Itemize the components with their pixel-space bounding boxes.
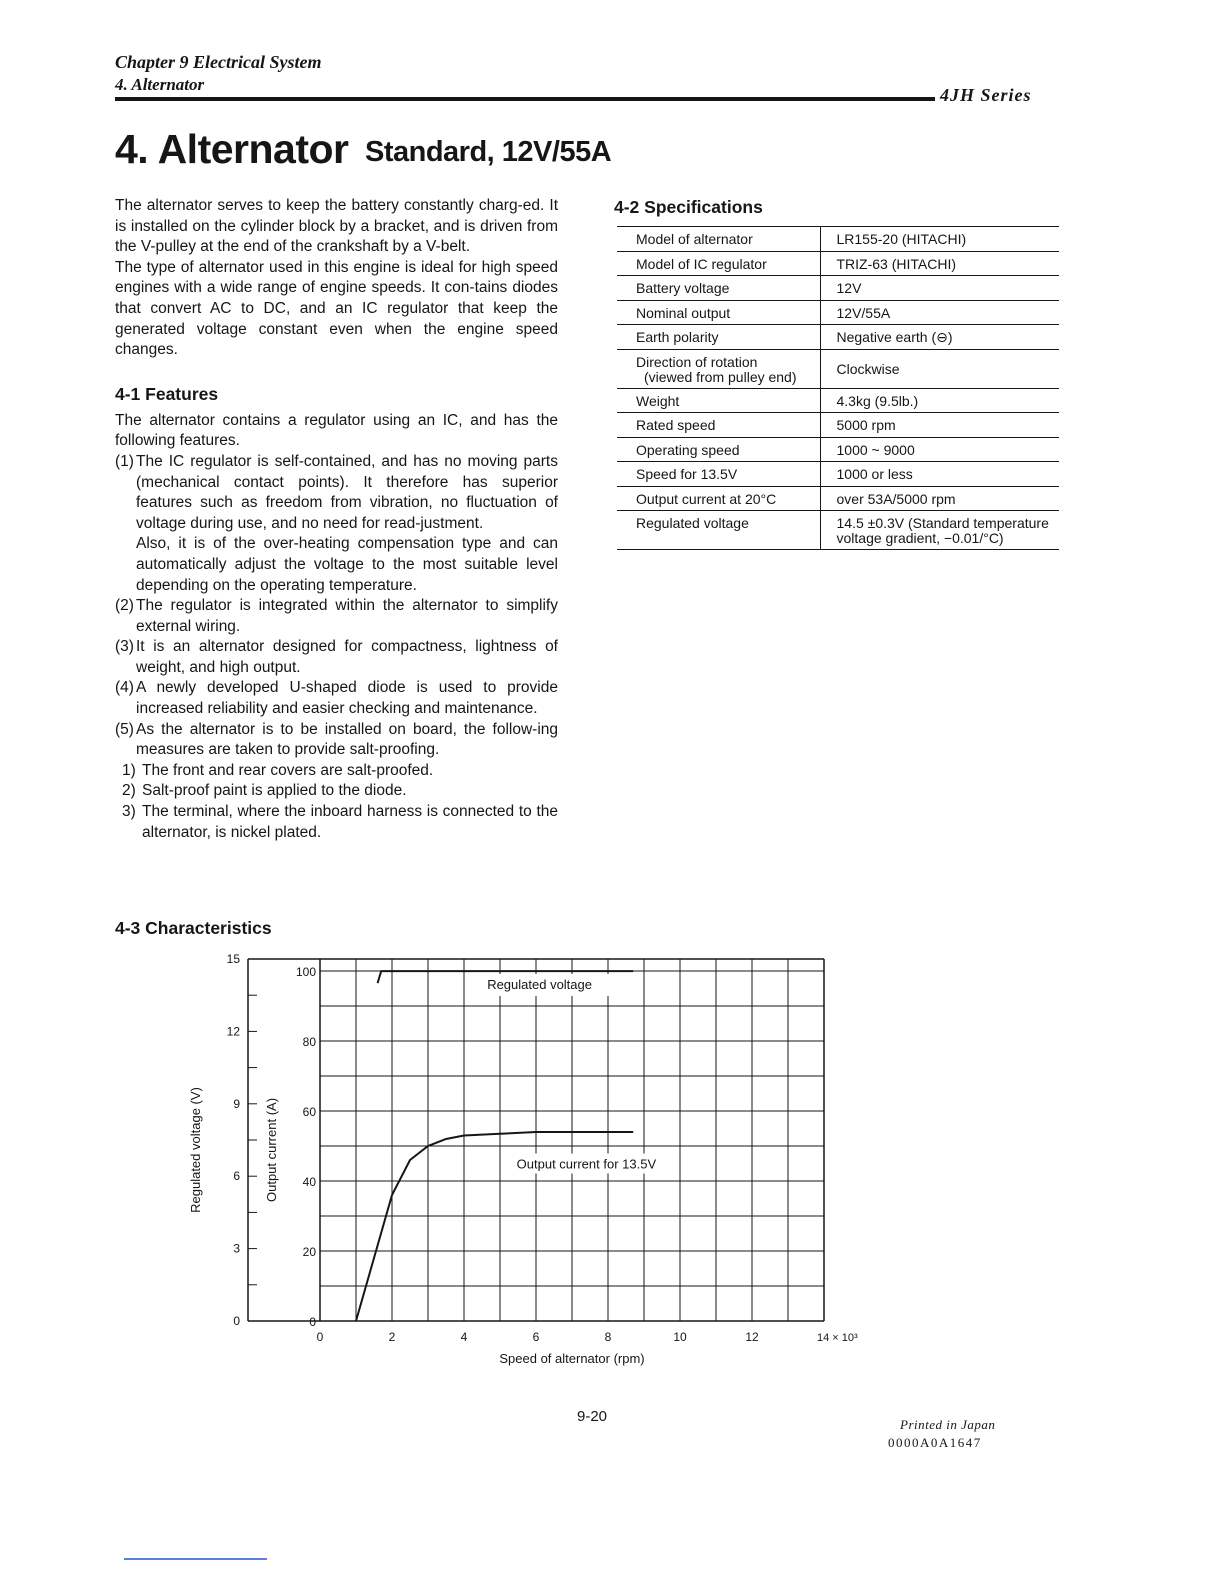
page-subtitle: Standard, 12V/55A bbox=[365, 136, 612, 168]
table-row bbox=[617, 227, 1059, 252]
feature-item bbox=[115, 720, 558, 761]
spec-key bbox=[617, 349, 820, 388]
spec-value: 1000 or less bbox=[820, 462, 1059, 487]
section-heading: 4. Alternator bbox=[115, 75, 205, 94]
feature-subitem bbox=[115, 781, 558, 802]
spec-key: Nominal output bbox=[617, 300, 820, 325]
feature-text: It is an alternator designed for compactness, lightness of weight, and high output. bbox=[136, 638, 558, 676]
spec-value: 12V/55A bbox=[820, 300, 1059, 325]
table-row bbox=[617, 251, 1059, 276]
y-left-tick-label: 12 bbox=[226, 1024, 240, 1039]
feature-text-extra: Also, it is of the over-heating compensation type and can automatically adjust the voltage to the most suitable level depending on the operating temperature. bbox=[136, 535, 558, 594]
spec-key: Earth polarity bbox=[617, 325, 820, 350]
x-axis-label: Speed of alternator (rpm) bbox=[499, 1351, 645, 1366]
x-axis-unit-label: 14 × 10³ bbox=[817, 1332, 858, 1344]
table-row bbox=[617, 349, 1059, 388]
spec-value: 1000 ~ 9000 bbox=[820, 437, 1059, 462]
x-tick-label: 0 bbox=[316, 1330, 324, 1344]
y-right-tick-label: 60 bbox=[302, 1105, 316, 1119]
spec-value: TRIZ-63 (HITACHI) bbox=[820, 251, 1059, 276]
spec-key: Output current at 20°C bbox=[617, 486, 820, 511]
table-row bbox=[617, 437, 1059, 462]
y-left-tick-label: 9 bbox=[233, 1096, 240, 1111]
chart-axes bbox=[248, 959, 320, 1321]
document-code: 0000A0A1647 bbox=[888, 1435, 982, 1450]
spec-value-line-2: voltage gradient, −0.01/°C) bbox=[836, 530, 1004, 546]
table-row bbox=[617, 300, 1059, 325]
table-row bbox=[617, 388, 1059, 413]
printed-in-japan: Printed in Japan bbox=[900, 1417, 996, 1432]
feature-number: (5) bbox=[115, 720, 134, 738]
table-row bbox=[617, 325, 1059, 350]
header-rule bbox=[115, 97, 935, 101]
subitem-number: 2) bbox=[122, 782, 136, 800]
spec-key-line-2: (viewed from pulley end) bbox=[644, 368, 797, 385]
y-left-tick-label: 0 bbox=[233, 1314, 240, 1328]
page-title: 4. Alternator bbox=[115, 126, 349, 172]
y-right-tick-label: 20 bbox=[302, 1245, 316, 1259]
spec-value: LR155-20 (HITACHI) bbox=[820, 227, 1059, 252]
x-tick-label: 4 bbox=[460, 1330, 468, 1344]
feature-number: (2) bbox=[115, 597, 134, 615]
x-tick-label: 6 bbox=[532, 1330, 540, 1344]
spec-value: 4.3kg (9.5lb.) bbox=[820, 388, 1059, 413]
table-row bbox=[617, 413, 1059, 438]
feature-text: As the alternator is to be installed on board, the follow-ing measures are taken to provide salt-proofing. bbox=[136, 720, 558, 759]
characteristics-chart bbox=[180, 945, 900, 1375]
spec-key: Speed for 13.5V bbox=[617, 462, 820, 487]
feature-number: (3) bbox=[115, 638, 134, 656]
feature-item bbox=[115, 452, 558, 596]
table-row bbox=[617, 486, 1059, 511]
table-row bbox=[617, 511, 1059, 550]
feature-text: The regulator is integrated within the alternator to simplify external wiring. bbox=[136, 597, 558, 635]
x-tick-label: 8 bbox=[604, 1330, 612, 1344]
spec-key: Regulated voltage bbox=[617, 511, 820, 550]
spec-value: 12V bbox=[820, 276, 1059, 301]
spec-value: 5000 rpm bbox=[820, 413, 1059, 438]
spec-key: Model of IC regulator bbox=[617, 251, 820, 276]
chart-grid bbox=[320, 959, 824, 1321]
blue-underline bbox=[124, 1558, 267, 1560]
feature-subitem bbox=[115, 761, 558, 782]
x-tick-label: 12 bbox=[745, 1330, 759, 1344]
feature-text: The IC regulator is self-contained, and has no moving parts (mechanical contact points). It therefore has superior features such as freedom from vibration, no fluctuation of voltage during use, and no need for read-justment. bbox=[136, 452, 558, 532]
intro-paragraph-2: The type of alternator used in this engine is ideal for high speed engines with a wide range of engine speeds. It con-tains diodes that convert AC to DC, and an IC regulator that keep the generated voltage constant even when the engine speed changes. bbox=[115, 258, 558, 359]
feature-item bbox=[115, 637, 558, 678]
y-left-tick-label: 6 bbox=[233, 1169, 240, 1184]
spec-value: Negative earth (⊖) bbox=[820, 325, 1059, 350]
y-left-tick-label: 15 bbox=[226, 952, 240, 966]
feature-text: A newly developed U-shaped diode is used to provide increased reliability and easier checking and maintenance. bbox=[136, 679, 558, 718]
spec-key-line-1: Direction of rotation bbox=[636, 353, 758, 370]
spec-value: over 53A/5000 rpm bbox=[820, 486, 1059, 511]
spec-key: Model of alternator bbox=[617, 227, 820, 252]
subitem-text: Salt-proof paint is applied to the diode. bbox=[142, 782, 407, 800]
feature-subitem bbox=[115, 802, 558, 843]
feature-item bbox=[115, 596, 558, 637]
table-row bbox=[617, 276, 1059, 301]
page-number: 9-20 bbox=[577, 1408, 608, 1425]
subitem-number: 3) bbox=[122, 803, 136, 821]
subitem-text: The front and rear covers are salt-proofed. bbox=[142, 761, 434, 779]
y-right-tick-label: 100 bbox=[295, 965, 316, 979]
y-axis-left-label: Regulated voltage (V) bbox=[188, 1087, 203, 1213]
spec-key: Rated speed bbox=[617, 413, 820, 438]
spec-value bbox=[820, 511, 1059, 550]
y-right-tick-label: 40 bbox=[302, 1175, 316, 1189]
feature-number: (1) bbox=[115, 452, 134, 470]
characteristics-heading: 4-3 Characteristics bbox=[115, 918, 272, 938]
spec-value: Clockwise bbox=[820, 349, 1059, 388]
table-row bbox=[617, 462, 1059, 487]
specifications-table bbox=[617, 226, 1059, 550]
y-right-tick-label: 0 bbox=[309, 1315, 316, 1329]
chart-ticks bbox=[227, 952, 759, 1344]
spec-key: Weight bbox=[617, 388, 820, 413]
feature-number: (4) bbox=[115, 679, 134, 697]
subitem-text: The terminal, where the inboard harness is connected to the alternator, is nickel plated. bbox=[142, 803, 558, 841]
spec-key: Battery voltage bbox=[617, 276, 820, 301]
subitem-number: 1) bbox=[122, 761, 136, 779]
y-right-tick-label: 80 bbox=[302, 1035, 316, 1049]
y-axis-right-label: Output current (A) bbox=[264, 1097, 279, 1203]
series-label: 4JH Series bbox=[940, 85, 1032, 105]
x-tick-label: 2 bbox=[388, 1330, 396, 1344]
features-heading: 4-1 Features bbox=[115, 383, 219, 404]
features-intro: The alternator contains a regulator using an IC, and has the following features. bbox=[115, 411, 558, 450]
specifications-heading: 4-2 Specifications bbox=[614, 197, 763, 217]
spec-value-line-1: 14.5 ±0.3V (Standard temperature bbox=[836, 515, 1049, 531]
feature-item bbox=[115, 678, 558, 719]
intro-paragraph-1: The alternator serves to keep the battery constantly charg-ed. It is installed on the cylinder block by a bracket, and is driven from the V-pulley at the end of the crankshaft by a V-belt. bbox=[115, 197, 558, 256]
output-current-label: Output current for 13.5V bbox=[516, 1156, 657, 1172]
chapter-heading: Chapter 9 Electrical System bbox=[115, 52, 322, 72]
x-tick-label: 10 bbox=[673, 1330, 687, 1344]
left-column bbox=[115, 196, 558, 843]
y-left-tick-label: 3 bbox=[233, 1241, 240, 1256]
spec-key: Operating speed bbox=[617, 437, 820, 462]
regulated-voltage-label: Regulated voltage bbox=[487, 977, 593, 993]
